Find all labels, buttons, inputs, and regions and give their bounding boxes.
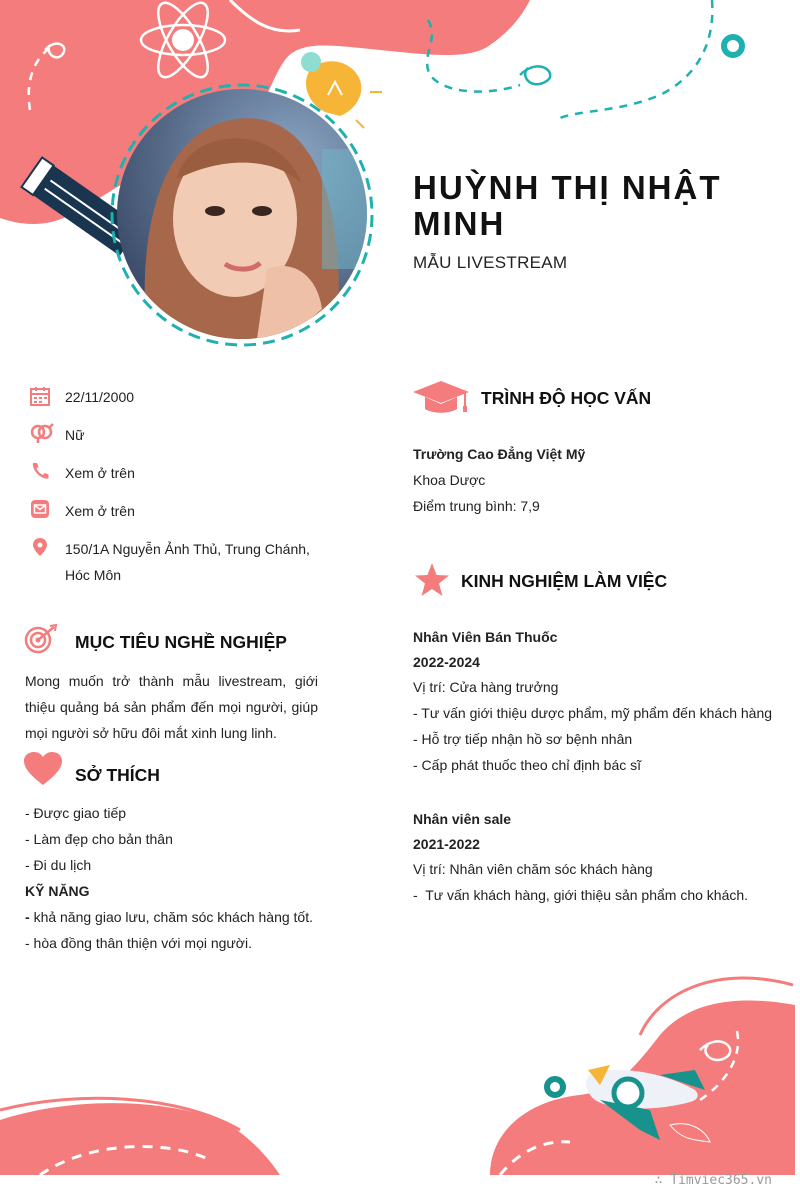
school-name: Trường Cao Đẳng Việt Mỹ [413,446,586,462]
phone-text: Xem ở trên [65,465,135,481]
job-duty: - Cấp phát thuốc theo chỉ định bác sĩ [413,757,642,773]
objective-text: Mong muốn trở thành mẫu livestream, giới thiệu quảng bá sản phẩm đến mọi người, giúp mọi người sở hữu đôi mắt xinh lung linh. [25,673,318,741]
watermark: ∴ Timviec365.vn [654,1173,772,1188]
job-duty: - Tư vấn giới thiệu dược phẩm, mỹ phẩm đến khách hàng [413,705,773,721]
job-title: Nhân Viên Bán Thuốc [413,629,558,645]
star-icon [414,563,450,597]
faculty-name: Khoa Dược [413,472,486,488]
skill-item: - hòa đồng thân thiện với mọi người. [25,935,252,951]
location-pin-icon [30,537,50,557]
target-icon [24,624,58,654]
heart-icon [24,752,62,786]
job-duty: - Tư vấn khách hàng, giới thiệu sản phẩm cho khách. [413,887,749,903]
experience-title: KINH NGHIỆM LÀM VIỆC [461,571,668,591]
hobbies-title: SỞ THÍCH [75,765,160,785]
graduation-cap-icon [413,381,469,413]
job-period: 2022-2024 [413,654,480,670]
gender-text: Nữ [65,427,85,443]
email-text: Xem ở trên [65,503,135,519]
hobby-item: - Đi du lịch [25,857,92,873]
hobby-item: - Làm đẹp cho bản thân [25,831,173,847]
address-text: 150/1A Nguyễn Ảnh Thủ, Trung Chánh, Hóc Môn [65,541,310,583]
job-title: Nhân viên sale [413,811,512,827]
email-icon [30,499,50,519]
education-title: TRÌNH ĐỘ HỌC VẤN [481,388,652,408]
candidate-name: HUỲNH THỊ NHẬT MINH [413,169,722,242]
job-duty: - Hỗ trợ tiếp nhận hồ sơ bệnh nhân [413,731,633,747]
objective-title: MỤC TIÊU NGHỀ NGHIỆP [75,632,287,652]
teal-ring-small-icon [547,1079,563,1095]
teal-ring-icon [724,37,742,55]
phone-icon [30,461,50,481]
bottom-left-coral-wave [0,1103,280,1175]
profile-photo [117,89,367,339]
calendar-icon [30,386,50,406]
candidate-role: MẪU LIVESTREAM [413,253,568,272]
job-position: Vị trí: Nhân viên chăm sóc khách hàng [413,861,653,877]
birthday-text: 22/11/2000 [65,389,135,405]
hobby-item: - Được giao tiếp [25,805,127,821]
skill-item: - khả năng giao lưu, chăm sóc khách hàng tốt. [25,909,314,925]
job-period: 2021-2022 [413,836,480,852]
gender-icon [30,423,54,443]
skills-title: KỸ NĂNG [25,883,90,899]
skill-item-text: khả năng giao lưu, chăm sóc khách hàng tốt. [33,909,314,925]
gpa-text: Điểm trung bình: 7,9 [413,498,540,514]
job-position: Vị trí: Cửa hàng trưởng [413,679,559,695]
